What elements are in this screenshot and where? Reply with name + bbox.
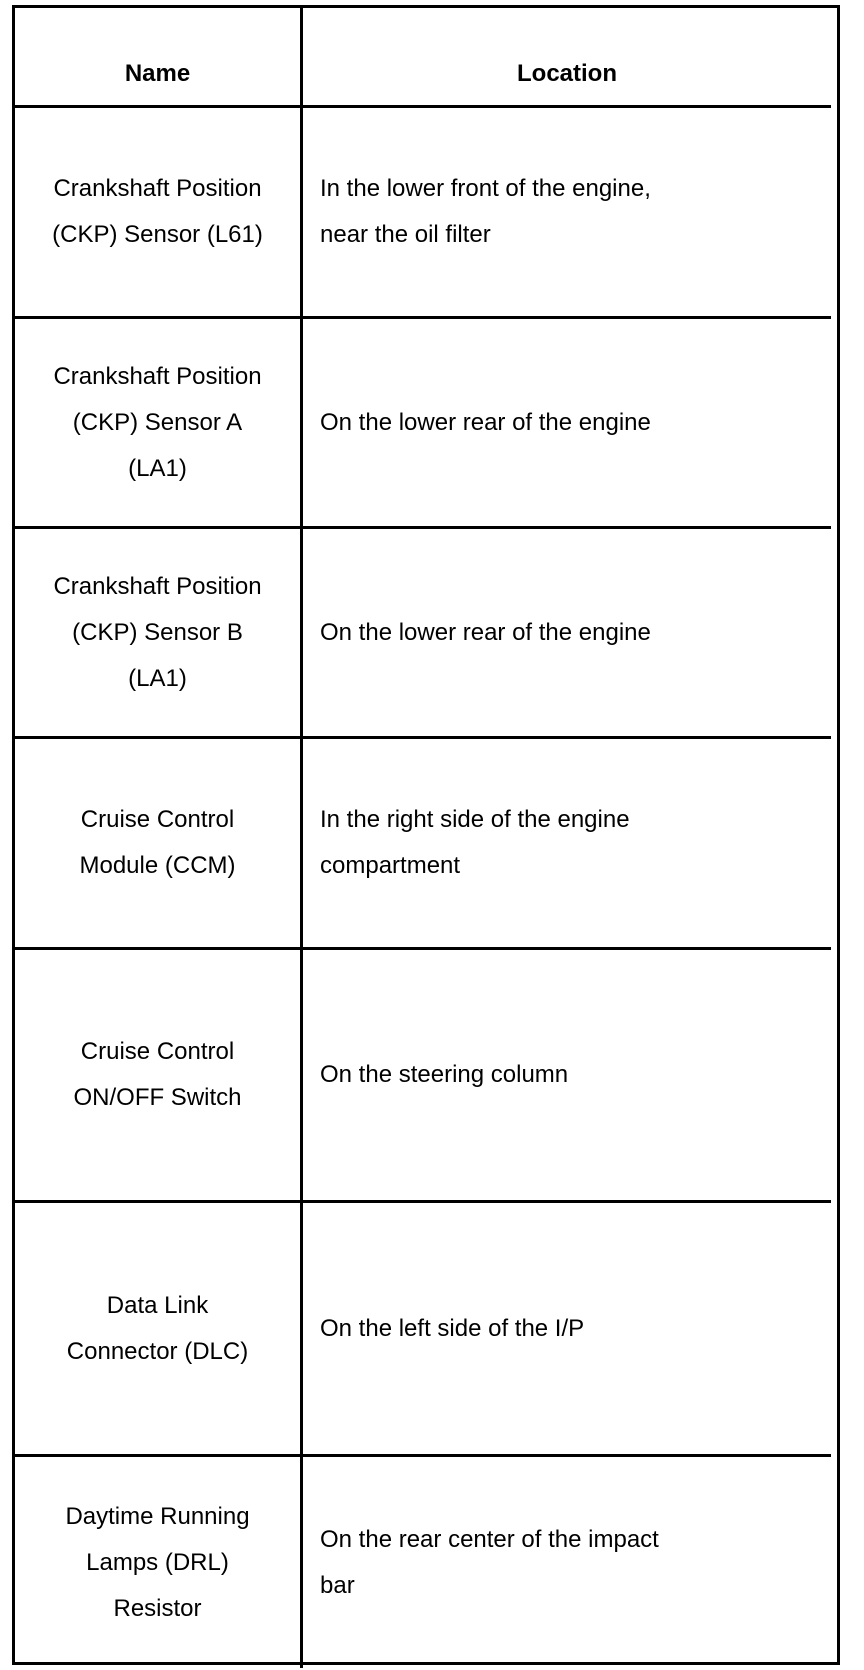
row-7-location: On the rear center of the impact bar <box>320 1525 659 1599</box>
column-header-name: Name <box>15 8 303 108</box>
row-1-location: In the lower front of the engine, near the oil filter <box>303 108 831 319</box>
row-4-name: Cruise Control Module (CCM) <box>15 739 303 950</box>
row-2-location: On the lower rear of the engine <box>303 319 831 529</box>
row-5-location: On the steering column <box>303 950 831 1203</box>
row-3-location: On the lower rear of the engine <box>303 529 831 739</box>
row-1-name: Crankshaft Position (CKP) Sensor (L61) <box>15 108 303 319</box>
row-4-location: In the right side of the engine compartment <box>303 739 831 950</box>
column-header-location: Location <box>303 8 831 108</box>
row-7-name: Daytime Running Lamps (DRL) Resistor <box>15 1457 303 1668</box>
row-3-name: Crankshaft Position (CKP) Sensor B (LA1) <box>15 529 303 739</box>
row-6-location: On the left side of the I/P <box>303 1203 831 1457</box>
component-location-table <box>12 5 840 1665</box>
row-2-name: Crankshaft Position (CKP) Sensor A (LA1) <box>15 319 303 529</box>
row-6-name: Data Link Connector (DLC) <box>15 1203 303 1457</box>
row-5-name: Cruise Control ON/OFF Switch <box>15 950 303 1203</box>
